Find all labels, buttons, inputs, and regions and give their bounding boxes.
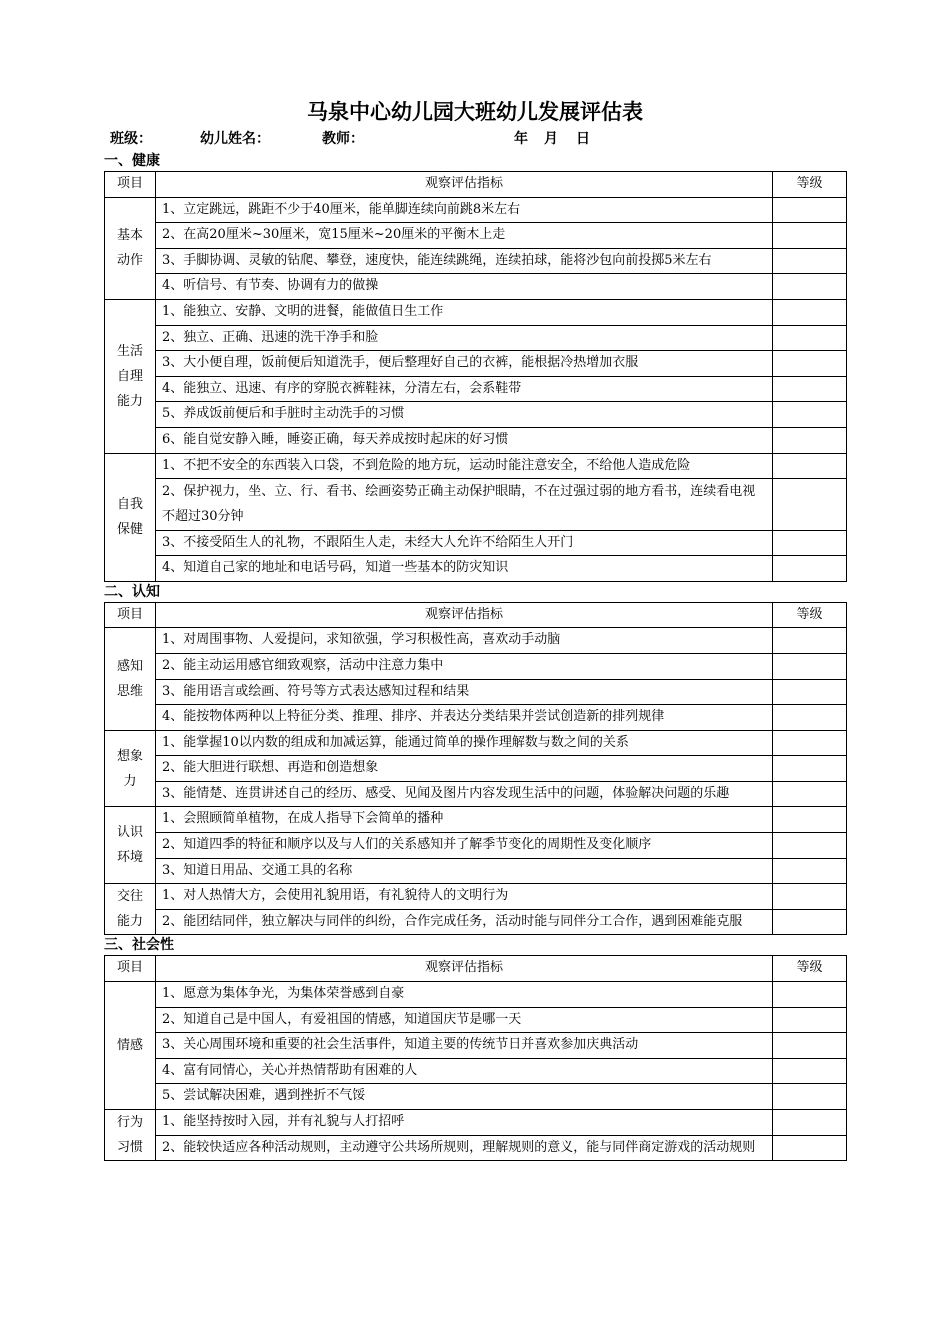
grade-cell[interactable] bbox=[773, 427, 847, 453]
grade-cell[interactable] bbox=[773, 197, 847, 223]
header-item: 项目 bbox=[105, 956, 156, 982]
evaluation-table bbox=[104, 955, 847, 1161]
evaluation-table bbox=[104, 171, 847, 582]
month-label: 月 bbox=[544, 131, 558, 147]
category-cell: 情感 bbox=[105, 982, 156, 1110]
grade-cell[interactable] bbox=[773, 453, 847, 479]
indicator-cell: 5、尝试解决困难，遇到挫折不气馁 bbox=[156, 1084, 773, 1110]
grade-cell[interactable] bbox=[773, 679, 847, 705]
grade-cell[interactable] bbox=[773, 730, 847, 756]
indicator-cell: 2、知道自己是中国人，有爱祖国的情感，知道国庆节是哪一天 bbox=[156, 1007, 773, 1033]
table-row bbox=[105, 781, 847, 807]
table-row bbox=[105, 653, 847, 679]
indicator-cell: 1、愿意为集体争光，为集体荣誉感到自豪 bbox=[156, 982, 773, 1008]
table-row bbox=[105, 1007, 847, 1033]
grade-cell[interactable] bbox=[773, 909, 847, 935]
grade-cell[interactable] bbox=[773, 299, 847, 325]
day-label: 日 bbox=[576, 131, 590, 147]
indicator-cell: 3、不接受陌生人的礼物，不跟陌生人走，未经大人允许不给陌生人开门 bbox=[156, 530, 773, 556]
table-row bbox=[105, 884, 847, 910]
indicator-cell: 2、知道四季的特征和顺序以及与人们的关系感知并了解季节变化的周期性及变化顺序 bbox=[156, 833, 773, 859]
info-line bbox=[104, 127, 846, 151]
header-indicator: 观察评估指标 bbox=[156, 172, 773, 198]
class-label: 班级： bbox=[110, 131, 152, 147]
indicator-cell: 1、能独立、安静、文明的进餐，能做值日生工作 bbox=[156, 299, 773, 325]
section-title: 一、健康 bbox=[104, 153, 160, 169]
table-header-row bbox=[105, 956, 847, 982]
table-row bbox=[105, 427, 847, 453]
sections-container bbox=[104, 151, 846, 1161]
table-header-row bbox=[105, 602, 847, 628]
indicator-cell: 2、能大胆进行联想、再造和创造想象 bbox=[156, 756, 773, 782]
indicator-cell: 4、能按物体两种以上特征分类、推理、排序、并表达分类结果并尝试创造新的排列规律 bbox=[156, 705, 773, 731]
table-header-row bbox=[105, 172, 847, 198]
table-row bbox=[105, 453, 847, 479]
header-grade: 等级 bbox=[773, 172, 847, 198]
indicator-cell: 4、能独立、迅速、有序的穿脱衣裤鞋袜，分清左右，会系鞋带 bbox=[156, 376, 773, 402]
indicator-cell: 1、对周围事物、人爱提问，求知欲强，学习积极性高，喜欢动手动脑 bbox=[156, 628, 773, 654]
header-indicator: 观察评估指标 bbox=[156, 602, 773, 628]
table-row bbox=[105, 402, 847, 428]
table-row bbox=[105, 325, 847, 351]
indicator-cell: 6、能自觉安静入睡，睡姿正确，每天养成按时起床的好习惯 bbox=[156, 427, 773, 453]
grade-cell[interactable] bbox=[773, 1033, 847, 1059]
category-cell: 交往 能力 bbox=[105, 884, 156, 935]
child-name-label: 幼儿姓名： bbox=[200, 131, 270, 147]
indicator-cell: 2、在高20厘米~30厘米，宽15厘米~20厘米的平衡木上走 bbox=[156, 223, 773, 249]
category-cell: 认识 环境 bbox=[105, 807, 156, 884]
indicator-cell: 4、知道自己家的地址和电话号码，知道一些基本的防灾知识 bbox=[156, 556, 773, 582]
indicator-cell: 3、关心周围环境和重要的社会生活事件，知道主要的传统节日并喜欢参加庆典活动 bbox=[156, 1033, 773, 1059]
grade-cell[interactable] bbox=[773, 1084, 847, 1110]
evaluation-form bbox=[104, 96, 846, 1161]
table-row bbox=[105, 1135, 847, 1161]
table-row bbox=[105, 248, 847, 274]
header-grade: 等级 bbox=[773, 956, 847, 982]
table-row bbox=[105, 223, 847, 249]
indicator-cell: 4、富有同情心，关心并热情帮助有困难的人 bbox=[156, 1058, 773, 1084]
indicator-cell: 2、能主动运用感官细致观察，活动中注意力集中 bbox=[156, 653, 773, 679]
grade-cell[interactable] bbox=[773, 556, 847, 582]
table-row bbox=[105, 705, 847, 731]
grade-cell[interactable] bbox=[773, 653, 847, 679]
category-cell: 基本 动作 bbox=[105, 197, 156, 299]
grade-cell[interactable] bbox=[773, 351, 847, 377]
indicator-cell: 1、不把不安全的东西装入口袋，不到危险的地方玩，运动时能注意安全，不给他人造成危险 bbox=[156, 453, 773, 479]
grade-cell[interactable] bbox=[773, 982, 847, 1008]
grade-cell[interactable] bbox=[773, 402, 847, 428]
table-row bbox=[105, 351, 847, 377]
year-label: 年 bbox=[514, 131, 528, 147]
table-row bbox=[105, 1084, 847, 1110]
grade-cell[interactable] bbox=[773, 781, 847, 807]
indicator-cell: 5、养成饭前便后和手脏时主动洗手的习惯 bbox=[156, 402, 773, 428]
table-row bbox=[105, 679, 847, 705]
section-title: 二、认知 bbox=[104, 583, 160, 600]
grade-cell[interactable] bbox=[773, 1007, 847, 1033]
table-row bbox=[105, 628, 847, 654]
table-row bbox=[105, 479, 847, 530]
indicator-cell: 1、会照顾简单植物，在成人指导下会简单的播种 bbox=[156, 807, 773, 833]
table-row bbox=[105, 909, 847, 935]
grade-cell[interactable] bbox=[773, 248, 847, 274]
indicator-cell: 1、立定跳远，跳距不少于40厘米，能单脚连续向前跳8米左右 bbox=[156, 197, 773, 223]
table-row bbox=[105, 530, 847, 556]
indicator-cell: 2、独立、正确、迅速的洗干净手和脸 bbox=[156, 325, 773, 351]
grade-cell[interactable] bbox=[773, 325, 847, 351]
header-indicator: 观察评估指标 bbox=[156, 956, 773, 982]
grade-cell[interactable] bbox=[773, 530, 847, 556]
category-cell: 感知 思维 bbox=[105, 628, 156, 730]
header-item: 项目 bbox=[105, 602, 156, 628]
category-cell: 想象 力 bbox=[105, 730, 156, 807]
grade-cell[interactable] bbox=[773, 884, 847, 910]
table-row bbox=[105, 376, 847, 402]
grade-cell[interactable] bbox=[773, 756, 847, 782]
table-row bbox=[105, 197, 847, 223]
table-row bbox=[105, 833, 847, 859]
indicator-cell: 3、能情楚、连贯讲述自己的经历、感受、见闻及图片内容发现生活中的问题，体验解决问题的乐趣 bbox=[156, 781, 773, 807]
grade-cell[interactable] bbox=[773, 705, 847, 731]
table-row bbox=[105, 858, 847, 884]
table-row bbox=[105, 807, 847, 833]
indicator-cell: 4、听信号、有节奏、协调有力的做操 bbox=[156, 274, 773, 300]
indicator-cell: 3、大小便自理，饭前便后知道洗手，便后整理好自己的衣裤，能根据冷热增加衣服 bbox=[156, 351, 773, 377]
grade-cell[interactable] bbox=[773, 1135, 847, 1161]
category-cell: 生活 自理 能力 bbox=[105, 299, 156, 453]
grade-cell[interactable] bbox=[773, 1110, 847, 1136]
teacher-label: 教师： bbox=[322, 131, 364, 147]
grade-cell[interactable] bbox=[773, 376, 847, 402]
indicator-cell: 3、手脚协调、灵敏的钻爬、攀登，速度快，能连续跳绳，连续拍球，能将沙包向前投掷5米左右 bbox=[156, 248, 773, 274]
indicator-cell: 1、对人热情大方，会使用礼貌用语，有礼貌待人的文明行为 bbox=[156, 884, 773, 910]
table-row bbox=[105, 982, 847, 1008]
header-item: 项目 bbox=[105, 172, 156, 198]
table-row bbox=[105, 274, 847, 300]
indicator-cell: 3、能用语言或绘画、符号等方式表达感知过程和结果 bbox=[156, 679, 773, 705]
header-grade: 等级 bbox=[773, 602, 847, 628]
grade-cell[interactable] bbox=[773, 479, 847, 530]
indicator-cell: 3、知道日用品、交通工具的名称 bbox=[156, 858, 773, 884]
indicator-cell: 2、保护视力，坐、立、行、看书、绘画姿势正确主动保护眼睛，不在过强过弱的地方看书，连续看电视不超过30分钟 bbox=[156, 479, 773, 530]
table-row bbox=[105, 1058, 847, 1084]
indicator-cell: 2、能较快适应各种活动规则，主动遵守公共场所规则，理解规则的意义，能与同伴商定游戏的活动规则 bbox=[156, 1135, 773, 1161]
grade-cell[interactable] bbox=[773, 628, 847, 654]
table-row bbox=[105, 1110, 847, 1136]
grade-cell[interactable] bbox=[773, 807, 847, 833]
table-row bbox=[105, 756, 847, 782]
page-title: 马泉中心幼儿园大班幼儿发展评估表 bbox=[307, 99, 643, 124]
table-row bbox=[105, 1033, 847, 1059]
evaluation-table bbox=[104, 602, 847, 936]
grade-cell[interactable] bbox=[773, 1058, 847, 1084]
category-cell: 自我 保健 bbox=[105, 453, 156, 581]
indicator-cell: 2、能团结同伴，独立解决与同伴的纠纷，合作完成任务，活动时能与同伴分工合作，遇到困难能克服 bbox=[156, 909, 773, 935]
table-row bbox=[105, 299, 847, 325]
grade-cell[interactable] bbox=[773, 223, 847, 249]
category-cell: 行为 习惯 bbox=[105, 1110, 156, 1161]
indicator-cell: 1、能掌握10以内数的组成和加减运算，能通过简单的操作理解数与数之间的关系 bbox=[156, 730, 773, 756]
table-row bbox=[105, 730, 847, 756]
grade-cell[interactable] bbox=[773, 833, 847, 859]
section-title: 三、社会性 bbox=[104, 937, 174, 954]
grade-cell[interactable] bbox=[773, 274, 847, 300]
grade-cell[interactable] bbox=[773, 858, 847, 884]
indicator-cell: 1、能坚持按时入园，并有礼貌与人打招呼 bbox=[156, 1110, 773, 1136]
table-row bbox=[105, 556, 847, 582]
